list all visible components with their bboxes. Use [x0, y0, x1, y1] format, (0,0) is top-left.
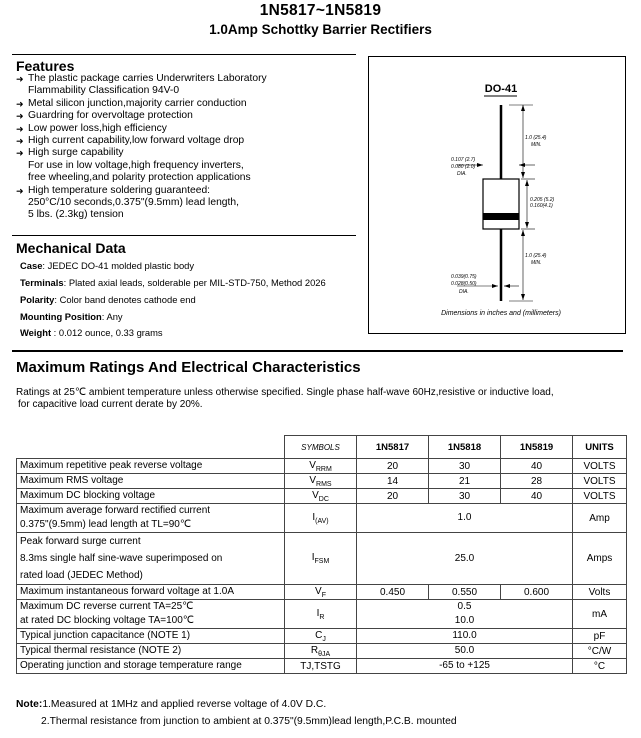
bullet-arrow-icon: ➜ — [16, 148, 24, 159]
param-line: 0.375"(9.5mm) lead length at TL=90℃ — [20, 519, 192, 530]
page-subtitle: 1.0Amp Schottky Barrier Rectifiers — [209, 22, 432, 37]
value-line: 50.0 — [454, 645, 475, 656]
param-cell — [17, 459, 285, 474]
dim-lead-dia-1: 0.039(0.75) — [451, 274, 477, 280]
package-drawing — [369, 57, 627, 335]
unit-cell: VOLTS — [573, 474, 627, 489]
symbol-cell: $V_{DC}$ — [285, 489, 357, 504]
feature-item — [16, 147, 267, 184]
table-header-p3: 1N5819 — [501, 436, 573, 459]
param-line: Maximum RMS voltage — [20, 475, 124, 486]
table-row — [17, 585, 627, 600]
param-cell — [17, 489, 285, 504]
mechanical-value: Plated axial leads, solderable per MIL-STD-750, Method 2026 — [68, 277, 326, 288]
value-cell: 0.450 — [357, 585, 429, 600]
package-caption: Dimensions in inches and (millimeters) — [441, 310, 561, 317]
unit-cell: °C/W — [573, 644, 627, 659]
table-header-p2: 1N5818 — [429, 436, 501, 459]
mechanical-value: 0.012 ounce, 0.33 grams — [58, 327, 163, 338]
mechanical-value: Color band denotes cathode end — [59, 294, 196, 305]
ratings-rule — [12, 350, 623, 352]
note-1-text: 1.Measured at 1MHz and applied reverse voltage of 4.0V D.C. — [42, 699, 327, 710]
mechanical-label: Terminals — [20, 277, 64, 288]
mechanical-row — [20, 260, 194, 271]
feature-line: Low power loss,high efficiency — [28, 122, 167, 134]
ratings-intro-line2: for capacitive load current derate by 20%. — [18, 399, 203, 410]
feature-line: Flammability Classification 94V-0 — [28, 85, 180, 97]
table-header-row — [17, 436, 627, 459]
feature-line: Metal silicon junction,majority carrier conduction — [28, 97, 247, 109]
symbol-cell: $R_{\theta JA}$ — [285, 644, 357, 659]
table-row — [17, 659, 627, 674]
bullet-arrow-icon: ➜ — [16, 185, 24, 196]
table-row — [17, 644, 627, 659]
package-outline-box — [368, 56, 626, 334]
mechanical-sep: : — [42, 260, 48, 271]
param-line: Maximum DC blocking voltage — [20, 490, 156, 501]
value-cell: 0.600 — [501, 585, 573, 600]
param-line: Maximum repetitive peak reverse voltage — [20, 460, 203, 471]
param-cell — [17, 504, 285, 533]
value-line: 1.0 — [457, 512, 472, 523]
feature-item — [16, 185, 267, 222]
feature-line: High temperature soldering guaranteed: — [28, 184, 211, 196]
feature-line: The plastic package carries Underwriters Laboratory — [28, 73, 267, 84]
unit-cell: Amp — [573, 504, 627, 533]
value-cell: 21 — [429, 474, 501, 489]
note-prefix: Note: — [16, 699, 43, 710]
mechanical-label: Mounting Position — [20, 311, 102, 322]
feature-line: High surge capability — [28, 147, 124, 159]
param-line: Typical thermal resistance (NOTE 2) — [20, 645, 182, 656]
param-cell — [17, 600, 285, 629]
value-cell-merged — [357, 600, 573, 629]
package-name: DO-41 — [484, 83, 518, 95]
note-1 — [16, 699, 326, 710]
feature-item — [16, 135, 267, 147]
value-cell: 20 — [357, 459, 429, 474]
value-cell-merged — [357, 644, 573, 659]
feature-line: free wheeling,and polarity protection applications — [28, 172, 251, 184]
param-cell — [17, 659, 285, 674]
symbol-cell: $V_F$ — [285, 585, 357, 600]
value-line: -65 to +125 — [439, 660, 490, 671]
mechanical-row — [20, 277, 326, 288]
param-line: 8.3ms single half sine-wave superimposed on — [20, 553, 223, 564]
feature-line: 250°C/10 seconds,0.375"(9.5mm) lead length, — [28, 197, 239, 209]
value-cell-merged — [357, 504, 573, 533]
symbol-cell: $C_J$ — [285, 629, 357, 644]
dim-body-dia-3: DIA. — [457, 171, 467, 177]
param-line: Maximum instantaneous forward voltage at 1.0A — [20, 586, 234, 597]
ratings-intro-line1: Ratings at 25℃ ambient temperature unless otherwise specified. Single phase half-wave 60Hz,resistive or inductive load, — [16, 387, 554, 398]
mechanical-label: Polarity — [20, 294, 55, 305]
feature-item — [16, 98, 267, 110]
feature-line: Guardring for overvoltage protection — [28, 110, 193, 122]
value-line: 110.0 — [452, 630, 477, 641]
param-line: Operating junction and storage temperature range — [20, 660, 242, 671]
symbol-cell: $I_{(AV)}$ — [285, 504, 357, 533]
value-cell: 28 — [501, 474, 573, 489]
feature-item — [16, 110, 267, 122]
bullet-arrow-icon: ➜ — [16, 98, 24, 109]
feature-line: For use in low voltage,high frequency inverters, — [28, 159, 244, 171]
table-row — [17, 504, 627, 533]
dim-lead-length2-2: MIN. — [531, 260, 542, 266]
bullet-arrow-icon: ➜ — [16, 111, 24, 122]
value-cell: 20 — [357, 489, 429, 504]
symbol-cell: $I_{FSM}$ — [285, 533, 357, 585]
table-row — [17, 533, 627, 585]
ratings-heading: Maximum Ratings And Electrical Characteristics — [16, 359, 361, 376]
value-cell: 40 — [501, 459, 573, 474]
param-line: rated load (JEDEC Method) — [20, 570, 143, 581]
table-row — [17, 600, 627, 629]
dim-body-dia-1: 0.107 (2.7) — [451, 157, 476, 163]
table-header-blank — [17, 436, 285, 459]
bullet-arrow-icon: ➜ — [16, 136, 24, 147]
feature-item — [16, 73, 267, 98]
value-cell: 30 — [429, 459, 501, 474]
mechanical-sep: : — [101, 311, 107, 322]
mechanical-rule — [12, 235, 356, 236]
dim-lead-length2-1: 1.0 (25.4) — [525, 253, 547, 259]
table-header-p1: 1N5817 — [357, 436, 429, 459]
table-header-symbols: SYMBOLS — [285, 436, 357, 459]
unit-cell: °C — [573, 659, 627, 674]
param-line: Maximum average forward rectified current — [20, 505, 211, 516]
symbol-cell: $V_{RRM}$ — [285, 459, 357, 474]
value-cell: 0.550 — [429, 585, 501, 600]
bullet-arrow-icon: ➜ — [16, 123, 24, 134]
unit-cell: Volts — [573, 585, 627, 600]
features-heading: Features — [16, 58, 75, 74]
table-row — [17, 459, 627, 474]
dim-body-len-1: 0.205 (5.2) — [530, 197, 555, 203]
ratings-table — [16, 435, 627, 674]
mechanical-sep: : — [63, 277, 69, 288]
table-row — [17, 489, 627, 504]
value-cell-merged — [357, 533, 573, 585]
param-cell — [17, 644, 285, 659]
value-cell: 14 — [357, 474, 429, 489]
table-row — [17, 474, 627, 489]
feature-line: High current capability,low forward voltage drop — [28, 135, 245, 147]
param-cell — [17, 585, 285, 600]
symbol-cell: $I_R$ — [285, 600, 357, 629]
value-cell-merged — [357, 629, 573, 644]
diode-body — [483, 179, 519, 229]
bullet-arrow-icon: ➜ — [16, 74, 24, 84]
mechanical-label: Case — [20, 260, 43, 271]
value-cell-merged — [357, 659, 573, 674]
mechanical-sep: : — [51, 327, 59, 338]
value-cell: 30 — [429, 489, 501, 504]
dim-lead-dia-2: 0.028(0.50) — [451, 281, 477, 287]
mechanical-label: Weight — [20, 327, 52, 338]
dim-body-len-2: 0.160(4.1) — [530, 203, 553, 209]
unit-cell: mA — [573, 600, 627, 629]
symbol-cell: TJ,TSTG — [285, 659, 357, 674]
param-cell — [17, 629, 285, 644]
dim-lead-length-2: MIN. — [531, 142, 542, 148]
param-line: Peak forward surge current — [20, 536, 141, 547]
unit-cell: VOLTS — [573, 459, 627, 474]
value-line: 10.0 — [454, 615, 475, 626]
dim-lead-dia-3: DIA. — [459, 289, 469, 295]
mechanical-value: JEDEC DO-41 molded plastic body — [47, 260, 195, 271]
param-line: at rated DC blocking voltage TA=100℃ — [20, 615, 195, 626]
note-2: 2.Thermal resistance from junction to ambient at 0.375"(9.5mm)lead length,P.C.B. mounted — [41, 716, 457, 727]
features-rule — [12, 54, 356, 55]
value-line: 25.0 — [454, 552, 475, 564]
param-cell — [17, 533, 285, 585]
unit-cell: VOLTS — [573, 489, 627, 504]
part-number: 1N5817~1N5819 — [259, 2, 382, 19]
value-cell: 40 — [501, 489, 573, 504]
mechanical-row — [20, 294, 196, 305]
mechanical-value: Any — [106, 311, 123, 322]
mechanical-sep: : — [54, 294, 60, 305]
features-list — [16, 73, 267, 222]
mechanical-row — [20, 311, 123, 322]
value-line: 0.5 — [457, 601, 472, 612]
table-header-units: UNITS — [573, 436, 627, 459]
param-line: Maximum DC reverse current TA=25℃ — [20, 601, 194, 612]
dim-body-dia-2: 0.080 (2.0) — [451, 164, 476, 170]
param-cell — [17, 474, 285, 489]
table-row — [17, 629, 627, 644]
mechanical-row — [20, 327, 163, 338]
feature-line: 5 lbs. (2.3kg) tension — [28, 209, 124, 221]
cathode-band — [483, 213, 519, 220]
dim-lead-length-1: 1.0 (25.4) — [525, 135, 547, 141]
unit-cell: pF — [573, 629, 627, 644]
feature-item — [16, 123, 267, 135]
mechanical-heading: Mechanical Data — [16, 240, 126, 256]
param-line: Typical junction capacitance (NOTE 1) — [20, 630, 191, 641]
unit-cell: Amps — [573, 533, 627, 585]
symbol-cell: $V_{RMS}$ — [285, 474, 357, 489]
